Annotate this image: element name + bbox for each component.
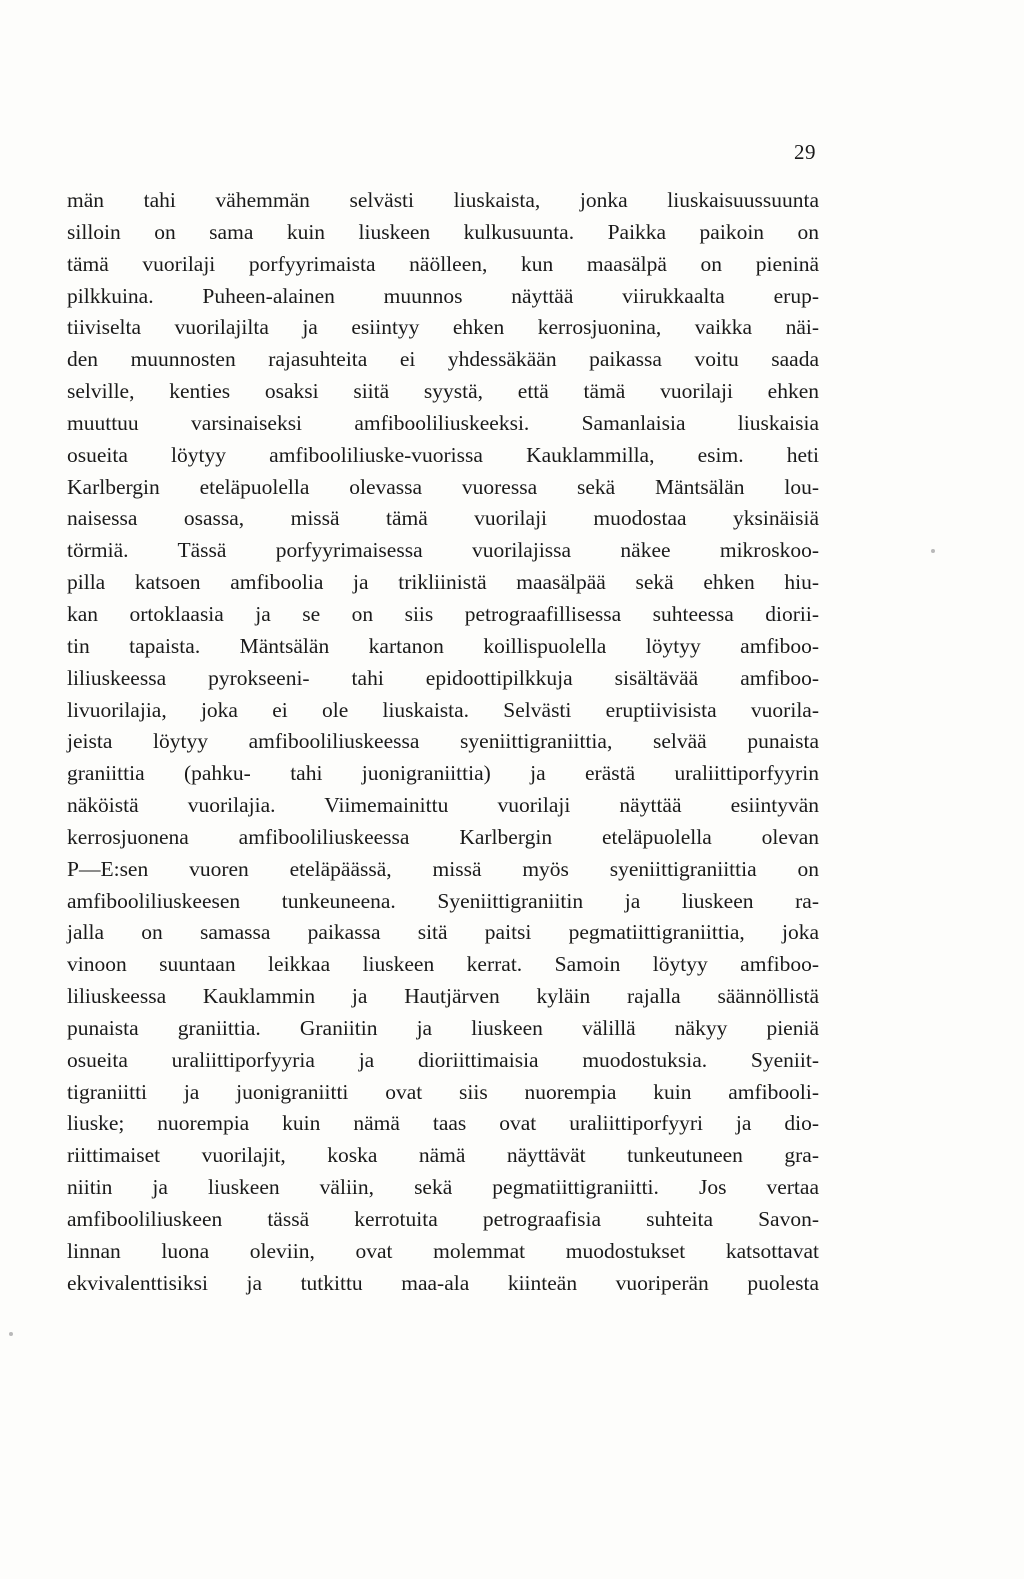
text-line: muuttuu varsinaiseksi amfibooliliuskeeksi. Samanlaisia liuskaisia — [67, 410, 819, 435]
text-line: törmiä. Tässä porfyyrimaisessa vuorilajissa näkee mikroskoo- — [67, 538, 819, 563]
text-line: selville, kenties osaksi siitä syystä, että tämä vuorilaji ehken — [67, 379, 819, 404]
text-line: näköistä vuorilajia. Viimemainittu vuorilaji näyttää esiintyvän — [67, 793, 819, 818]
text-line: P—E:sen vuoren eteläpäässä, missä myös syeniittigraniittia on — [67, 856, 819, 881]
text-line: den muunnosten rajasuhteita ei yhdessäkään paikassa voitu saada — [67, 347, 819, 372]
text-line: amfibooliliuskeesen tunkeuneena. Syeniittigraniitin ja liuskeen ra- — [67, 888, 819, 913]
text-line: pilla katsoen amfiboolia ja trikliinistä maasälpää sekä ehken hiu- — [67, 570, 819, 595]
text-line: Karlbergin eteläpuolella olevassa vuoressa sekä Mäntsälän lou- — [67, 474, 819, 499]
text-line: jalla on samassa paikassa sitä paitsi pegmatiittigraniittia, joka — [67, 920, 819, 945]
text-line: osueita löytyy amfibooliliuske-vuorissa Kauklammilla, esim. heti — [67, 442, 819, 467]
page-number: 29 — [794, 140, 816, 164]
text-line: silloin on sama kuin liuskeen kulkusuunta. Paikka paikoin on — [67, 219, 819, 244]
text-line: jeista löytyy amfibooliliuskeessa syeniittigraniittia, selvää punaista — [67, 729, 819, 754]
text-line: liliuskeessa pyrokseeni- tahi epidoottipilkkuja sisältävää amfiboo- — [67, 665, 819, 690]
text-line: riittimaiset vuorilajit, koska nämä näyttävät tunkeutuneen gra- — [67, 1143, 819, 1168]
text-line: kan ortoklaasia ja se on siis petrograafillisessa suhteessa diorii- — [67, 601, 819, 626]
text-line: tigraniitti ja juonigraniitti ovat siis nuorempia kuin amfibooli- — [67, 1079, 819, 1104]
text-line: tämä vuorilaji porfyyrimaista näölleen, kun maasälpä on pieninä — [67, 251, 819, 276]
paper-speck — [9, 1332, 13, 1336]
text-line: linnan luona oleviin, ovat molemmat muodostukset katsottavat — [67, 1238, 819, 1263]
text-line: kerrosjuonena amfibooliliuskeessa Karlbergin eteläpuolella olevan — [67, 824, 819, 849]
text-line: tin tapaista. Mäntsälän kartanon koillispuolella löytyy amfiboo- — [67, 633, 819, 658]
text-line: osueita uraliittiporfyyria ja dioriittimaisia muodostuksia. Syeniit- — [67, 1047, 819, 1072]
text-line: liliuskeessa Kauklammin ja Hautjärven kyläin rajalla säännöllistä — [67, 984, 819, 1009]
body-text — [67, 185, 819, 1300]
text-line: punaista graniittia. Graniitin ja liuskeen välillä näkyy pieniä — [67, 1015, 819, 1040]
text-line: vinoon suuntaan leikkaa liuskeen kerrat. Samoin löytyy amfiboo- — [67, 952, 819, 977]
text-line: liuske; nuorempia kuin nämä taas ovat uraliittiporfyyri ja dio- — [67, 1111, 819, 1136]
text-line: pilkkuina. Puheen-alainen muunnos näyttää viirukkaalta erup- — [67, 283, 819, 308]
text-line: naisessa osassa, missä tämä vuorilaji muodostaa yksinäisiä — [67, 506, 819, 531]
text-line: amfibooliliuskeen tässä kerrotuita petrograafisia suhteita Savon- — [67, 1207, 819, 1231]
paper-speck — [931, 549, 935, 553]
text-line: tiiviselta vuorilajilta ja esiintyy ehken kerrosjuonina, vaikka näi- — [67, 315, 819, 340]
text-line: graniittia (pahku- tahi juonigraniittia) ja erästä uraliittiporfyyrin — [67, 761, 819, 786]
text-line: livuorilajia, joka ei ole liuskaista. Selvästi eruptiivisista vuorila- — [67, 697, 819, 722]
text-line: ekvivalenttisiksi ja tutkittu maa-ala kiinteän vuoriperän puolesta — [67, 1270, 819, 1295]
text-line: niitin ja liuskeen väliin, sekä pegmatiittigraniitti. Jos vertaa — [67, 1175, 819, 1200]
text-line: män tahi vähemmän selvästi liuskaista, jonka liuskaisuussuunta — [67, 188, 819, 212]
